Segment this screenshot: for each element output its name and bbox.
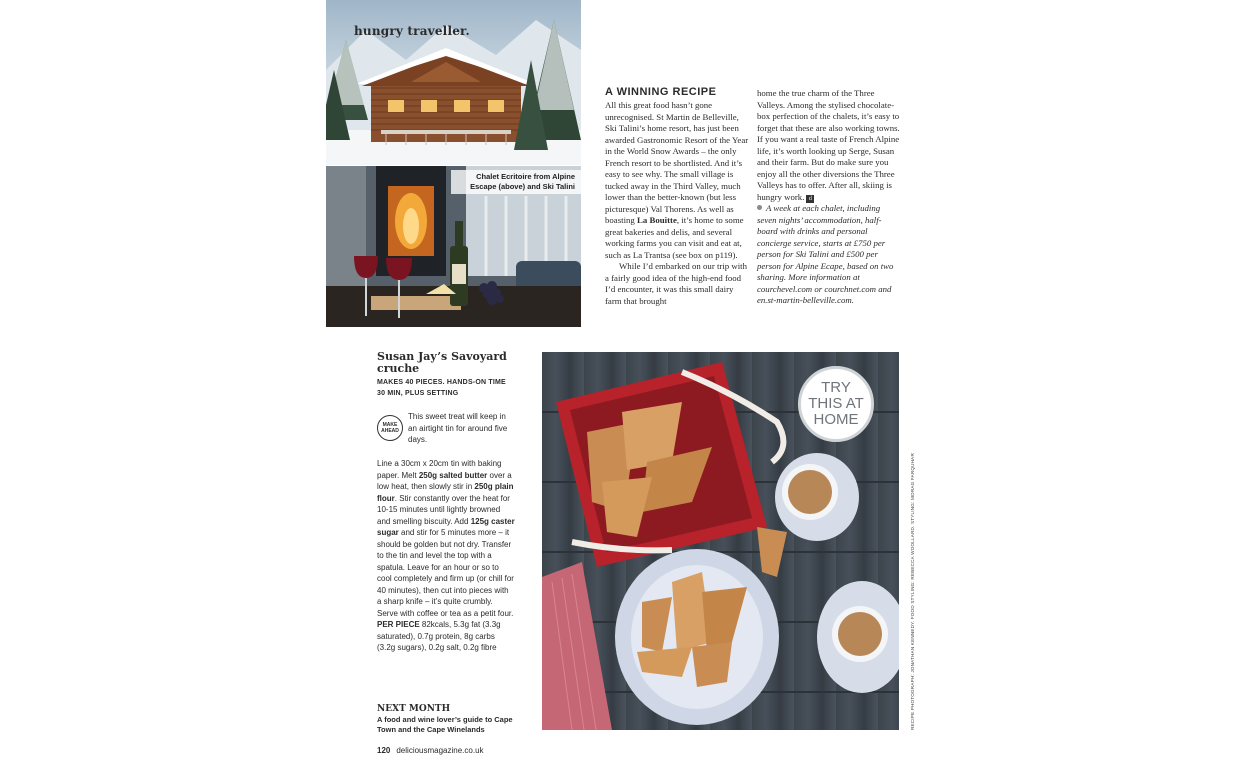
- recipe-time: 30 MIN, PLUS SETTING: [377, 390, 459, 397]
- masthead: hungry traveller.: [354, 24, 470, 38]
- recipe-yield: MAKES 40 PIECES. HANDS-ON TIME: [377, 379, 506, 386]
- next-month-label: NEXT MONTH: [377, 704, 451, 714]
- nutrition-label: PER PIECE: [377, 620, 420, 629]
- badge-line: TRY: [821, 379, 851, 396]
- nutrition-values: 82kcals, 5.3g fat (3.3g saturated), 0.7g protein, 8g carbs (3.2g sugars), 0.2g salt, 0.2g fibre: [377, 620, 501, 652]
- make-ahead-icon: [377, 415, 403, 441]
- article-column-2: [757, 88, 900, 307]
- try-this-at-home-badge: [798, 366, 874, 442]
- photo-caption: Chalet Ecritoire from Alpine Escape (above) and Ski Talini: [451, 170, 581, 194]
- badge-line: THIS AT: [808, 395, 864, 412]
- article-text: , it’s home to some great bakeries and delis, and several working farms you can visit and eat at, such as La Trantsa (see box on p119).: [605, 215, 744, 260]
- ingredient: 250g plain flour: [377, 482, 514, 503]
- nutrition: [377, 619, 515, 654]
- article-headline: A WINNING RECIPE: [605, 86, 717, 98]
- bullet-icon: [757, 205, 762, 210]
- recipe-title: Susan Jay’s Savoyard cruche: [377, 350, 507, 375]
- method-segment: Line a 30cm x 20cm tin with baking paper. Melt: [377, 459, 502, 480]
- website: deliciousmagazine.co.uk: [396, 746, 484, 755]
- page-folio: [377, 746, 484, 755]
- interior-photo: [326, 166, 581, 327]
- method-segment: over a low heat, then slowly stir in: [377, 470, 512, 491]
- photo-credit: [902, 453, 915, 730]
- article-paragraph: [757, 88, 900, 203]
- photo-credit-text: RECIPE PHOTOGRAPH: JONATHAN KENNEDY. FOOD STYLING: REBECCA WOOLLARD. STYLING: MORAG FARQUHAR: [910, 453, 915, 730]
- travel-info-text: A week at each chalet, including seven nights’ accommodation, half-board with drinks and personal concierge service, starts at £750 per person for Ski Talini and £500 per person for Alpine Ecape, based on two sharing. More information at courchevel.com or courchnet.com and en.st-martin-belleville.com.: [757, 203, 894, 305]
- method-text: [377, 459, 515, 618]
- next-month-text: A food and wine lover’s guide to Cape Town and the Cape Winelands: [377, 715, 513, 734]
- restaurant-name: La Bouitte: [637, 215, 677, 225]
- recipe-method: [377, 458, 515, 654]
- travel-info: [757, 203, 900, 307]
- make-ahead-label: AHEAD: [381, 428, 399, 434]
- method-segment: and stir for 5 minutes more – it should be golden but not dry. Transfer to the tin and level the top with a spatula. Leave for an hour or so to cool completely and firm up (or chill for 40 minutes), then cut into pieces with a sharp knife – it’s quite crumbly. Serve with coffee or tea as a petit four.: [377, 528, 514, 618]
- ingredient: 250g salted butter: [418, 470, 488, 480]
- make-ahead-label: MAKE: [382, 422, 398, 428]
- article-paragraph: [605, 100, 749, 261]
- ingredient: 125g caster sugar: [377, 516, 515, 537]
- method-segment: . Stir constantly over the heat for 10-15 minutes until lightly browned and smelling biscuity. Add: [377, 493, 510, 526]
- article-text: All this great food hasn’t gone unrecognised. St Martin de Belleville, Ski Talini’s home resort, has just been awarded Gastronomic Resort of the Year in the World Snow Awards – the only French resort to be shortlisted. And it’s easy to see why. The small village is tucked away in the Third Valley, much lower than the better-known (but less picturesque) Val Thorens. As well as boasting: [605, 100, 749, 225]
- article-column-1: [605, 100, 749, 307]
- end-mark-icon: d: [806, 195, 814, 203]
- article-paragraph: While I’d embarked on our trip with a fairly good idea of the high-end food I’d encounter, it was this small dairy farm that brought: [605, 261, 748, 306]
- page-number: 120: [377, 746, 391, 755]
- badge-line: HOME: [813, 411, 859, 428]
- make-ahead-note: This sweet treat will keep in an airtight tin for around five days.: [408, 412, 508, 444]
- recipe-meta: [377, 377, 517, 399]
- article-text: home the true charm of the Three Valleys. Among the stylised chocolate-box perfection of the chalets, it’s easy to forget that these are also working towns. If you want a real taste of French Alpine life, it’s worth looking up Serge, Susan and their farm. But do make sure you enjoy all the other diversions the Three Valleys has to offer. After all, skiing is hungry work.: [757, 88, 900, 202]
